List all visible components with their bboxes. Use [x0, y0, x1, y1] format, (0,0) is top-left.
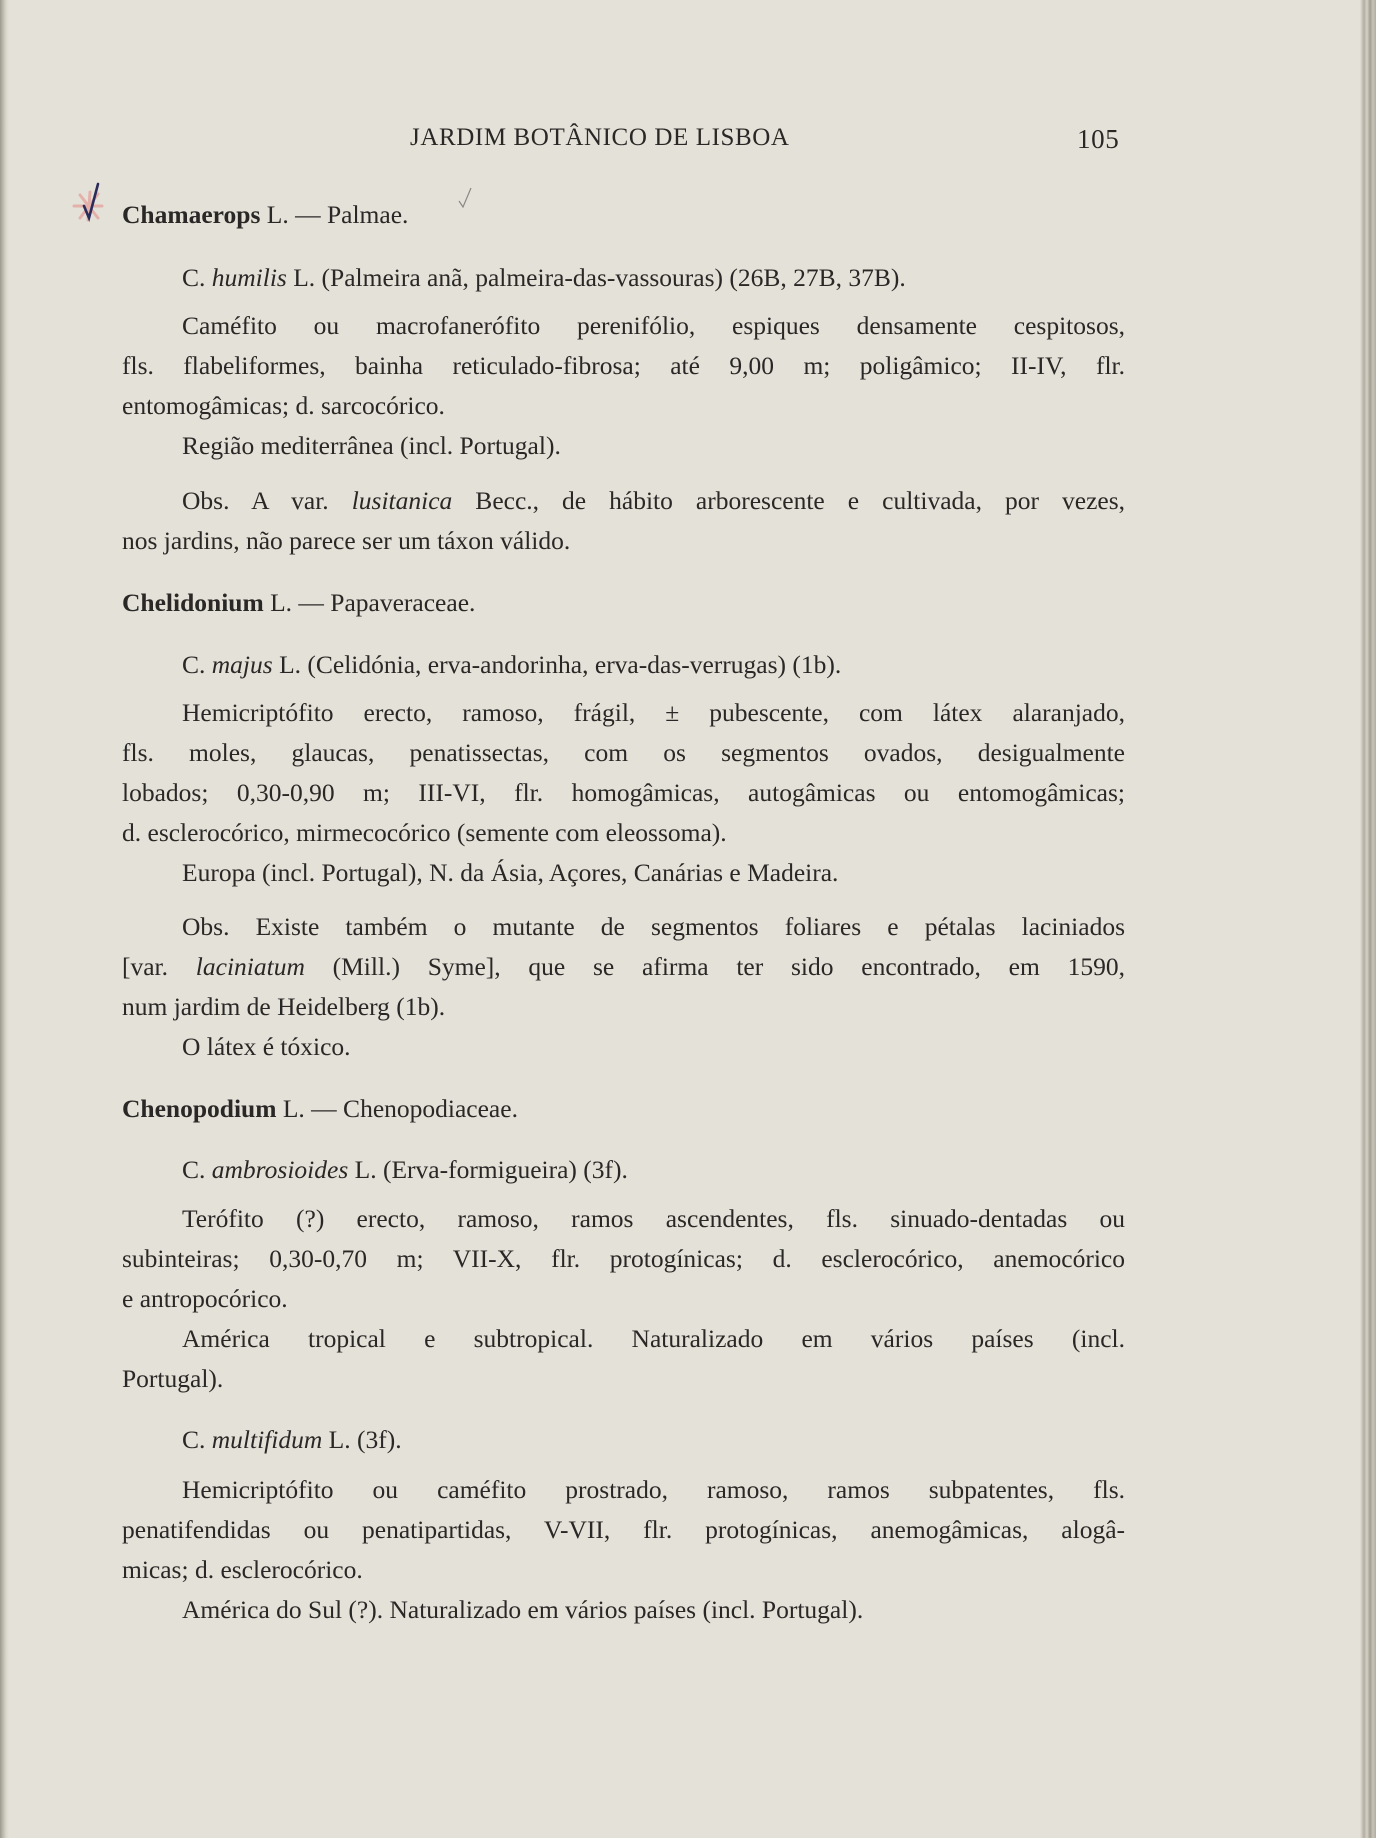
- genus-authority-family: L. — Chenopodiaceae.: [276, 1094, 518, 1123]
- genus-authority-family: L. — Papaveraceae.: [263, 588, 476, 617]
- species-heading: [182, 1425, 1125, 1455]
- species-rest: L. (3f).: [322, 1425, 402, 1454]
- description-line: d. esclerocórico, mirmecocórico (semente com eleossoma).: [122, 818, 727, 847]
- description-line: fls. flabeliformes, bainha reticulado-fibrosa; até 9,00 m; poligâmico; II-IV, flr.: [122, 351, 1125, 380]
- description-line: Hemicriptófito erecto, ramoso, frágil, ± pubescente, com látex alaranjado,: [182, 698, 1125, 727]
- species-rest: L. (Palmeira anã, palmeira-das-vassouras) (26B, 27B, 37B).: [286, 263, 906, 292]
- obs-line: Obs. Existe também o mutante de segmentos foliares e pétalas laciniados: [182, 912, 1125, 941]
- genus-name: Chenopodium: [122, 1094, 277, 1123]
- species-epithet: majus: [211, 650, 273, 679]
- description-line: subinteiras; 0,30-0,70 m; VII-X, flr. protogínicas; d. esclerocórico, anemocórico: [122, 1244, 1125, 1273]
- genus-name: Chamaerops: [122, 200, 261, 229]
- page-number: 105: [1077, 124, 1120, 154]
- genus-abbr: C.: [182, 650, 212, 679]
- description-line: entomogâmicas; d. sarcocórico.: [122, 391, 445, 420]
- description-line: Caméfito ou macrofanerófito perenifólio, espiques densamente cespitosos,: [182, 311, 1125, 340]
- species-heading: [182, 650, 1125, 680]
- handwritten-check-mark-icon: [68, 180, 118, 225]
- description-line: micas; d. esclerocórico.: [122, 1555, 363, 1584]
- genus-abbr: C.: [182, 263, 212, 292]
- genus-name: Chelidonium: [122, 588, 264, 617]
- species-heading: [182, 263, 1125, 293]
- distribution-line: Região mediterrânea (incl. Portugal).: [182, 431, 561, 460]
- obs-text: Obs. A var.: [182, 486, 352, 515]
- genus-heading-chelidonium: [122, 588, 1125, 618]
- distribution-line: Portugal).: [122, 1364, 224, 1393]
- distribution-line: América do Sul (?). Naturalizado em vários países (incl. Portugal).: [182, 1595, 864, 1624]
- running-title: JARDIM BOTÂNICO DE LISBOA: [410, 124, 790, 151]
- genus-authority-family: L. — Palmae.: [260, 200, 409, 229]
- species-epithet: multifidum: [211, 1425, 323, 1454]
- description-line: Terófito (?) erecto, ramoso, ramos ascendentes, fls. sinuado-dentadas ou: [182, 1204, 1125, 1233]
- note-line: O látex é tóxico.: [182, 1032, 351, 1061]
- description-line: penatifendidas ou penatipartidas, V-VII, flr. protogínicas, anemogâmicas, alogâ-: [122, 1515, 1125, 1544]
- obs-line: num jardim de Heidelberg (1b).: [122, 992, 446, 1021]
- description-line: Hemicriptófito ou caméfito prostrado, ramoso, ramos subpatentes, fls.: [182, 1475, 1125, 1504]
- species-rest: L. (Celidónia, erva-andorinha, erva-das-verrugas) (1b).: [272, 650, 842, 679]
- genus-abbr: C.: [182, 1155, 212, 1184]
- obs-text: (Mill.) Syme], que se afirma ter sido encontrado, em 1590,: [304, 952, 1125, 981]
- obs-italic: lusitanica: [351, 486, 453, 515]
- obs-line: [182, 486, 1125, 516]
- description-line: fls. moles, glaucas, penatissectas, com os segmentos ovados, desigualmente: [122, 738, 1125, 767]
- obs-line: nos jardins, não parece ser um táxon válido.: [122, 526, 571, 555]
- obs-italic: laciniatum: [195, 952, 305, 981]
- obs-text: Becc., de hábito arborescente e cultivada, por vezes,: [452, 486, 1126, 515]
- species-rest: L. (Erva-formigueira) (3f).: [348, 1155, 628, 1184]
- species-epithet: humilis: [211, 263, 287, 292]
- distribution-line: Europa (incl. Portugal), N. da Ásia, Açores, Canárias e Madeira.: [182, 858, 839, 887]
- description-line: lobados; 0,30-0,90 m; III-VI, flr. homogâmicas, autogâmicas ou entomogâmicas;: [122, 778, 1125, 807]
- obs-line: [122, 952, 1125, 982]
- genus-abbr: C.: [182, 1425, 212, 1454]
- distribution-line: América tropical e subtropical. Naturalizado em vários países (incl.: [182, 1324, 1125, 1353]
- species-heading: [182, 1155, 1125, 1185]
- obs-text: [var.: [122, 952, 196, 981]
- species-epithet: ambrosioides: [211, 1155, 349, 1184]
- genus-heading-chenopodium: [122, 1094, 1125, 1124]
- description-line: e antropocórico.: [122, 1284, 288, 1313]
- genus-heading-chamaerops: [122, 200, 1125, 230]
